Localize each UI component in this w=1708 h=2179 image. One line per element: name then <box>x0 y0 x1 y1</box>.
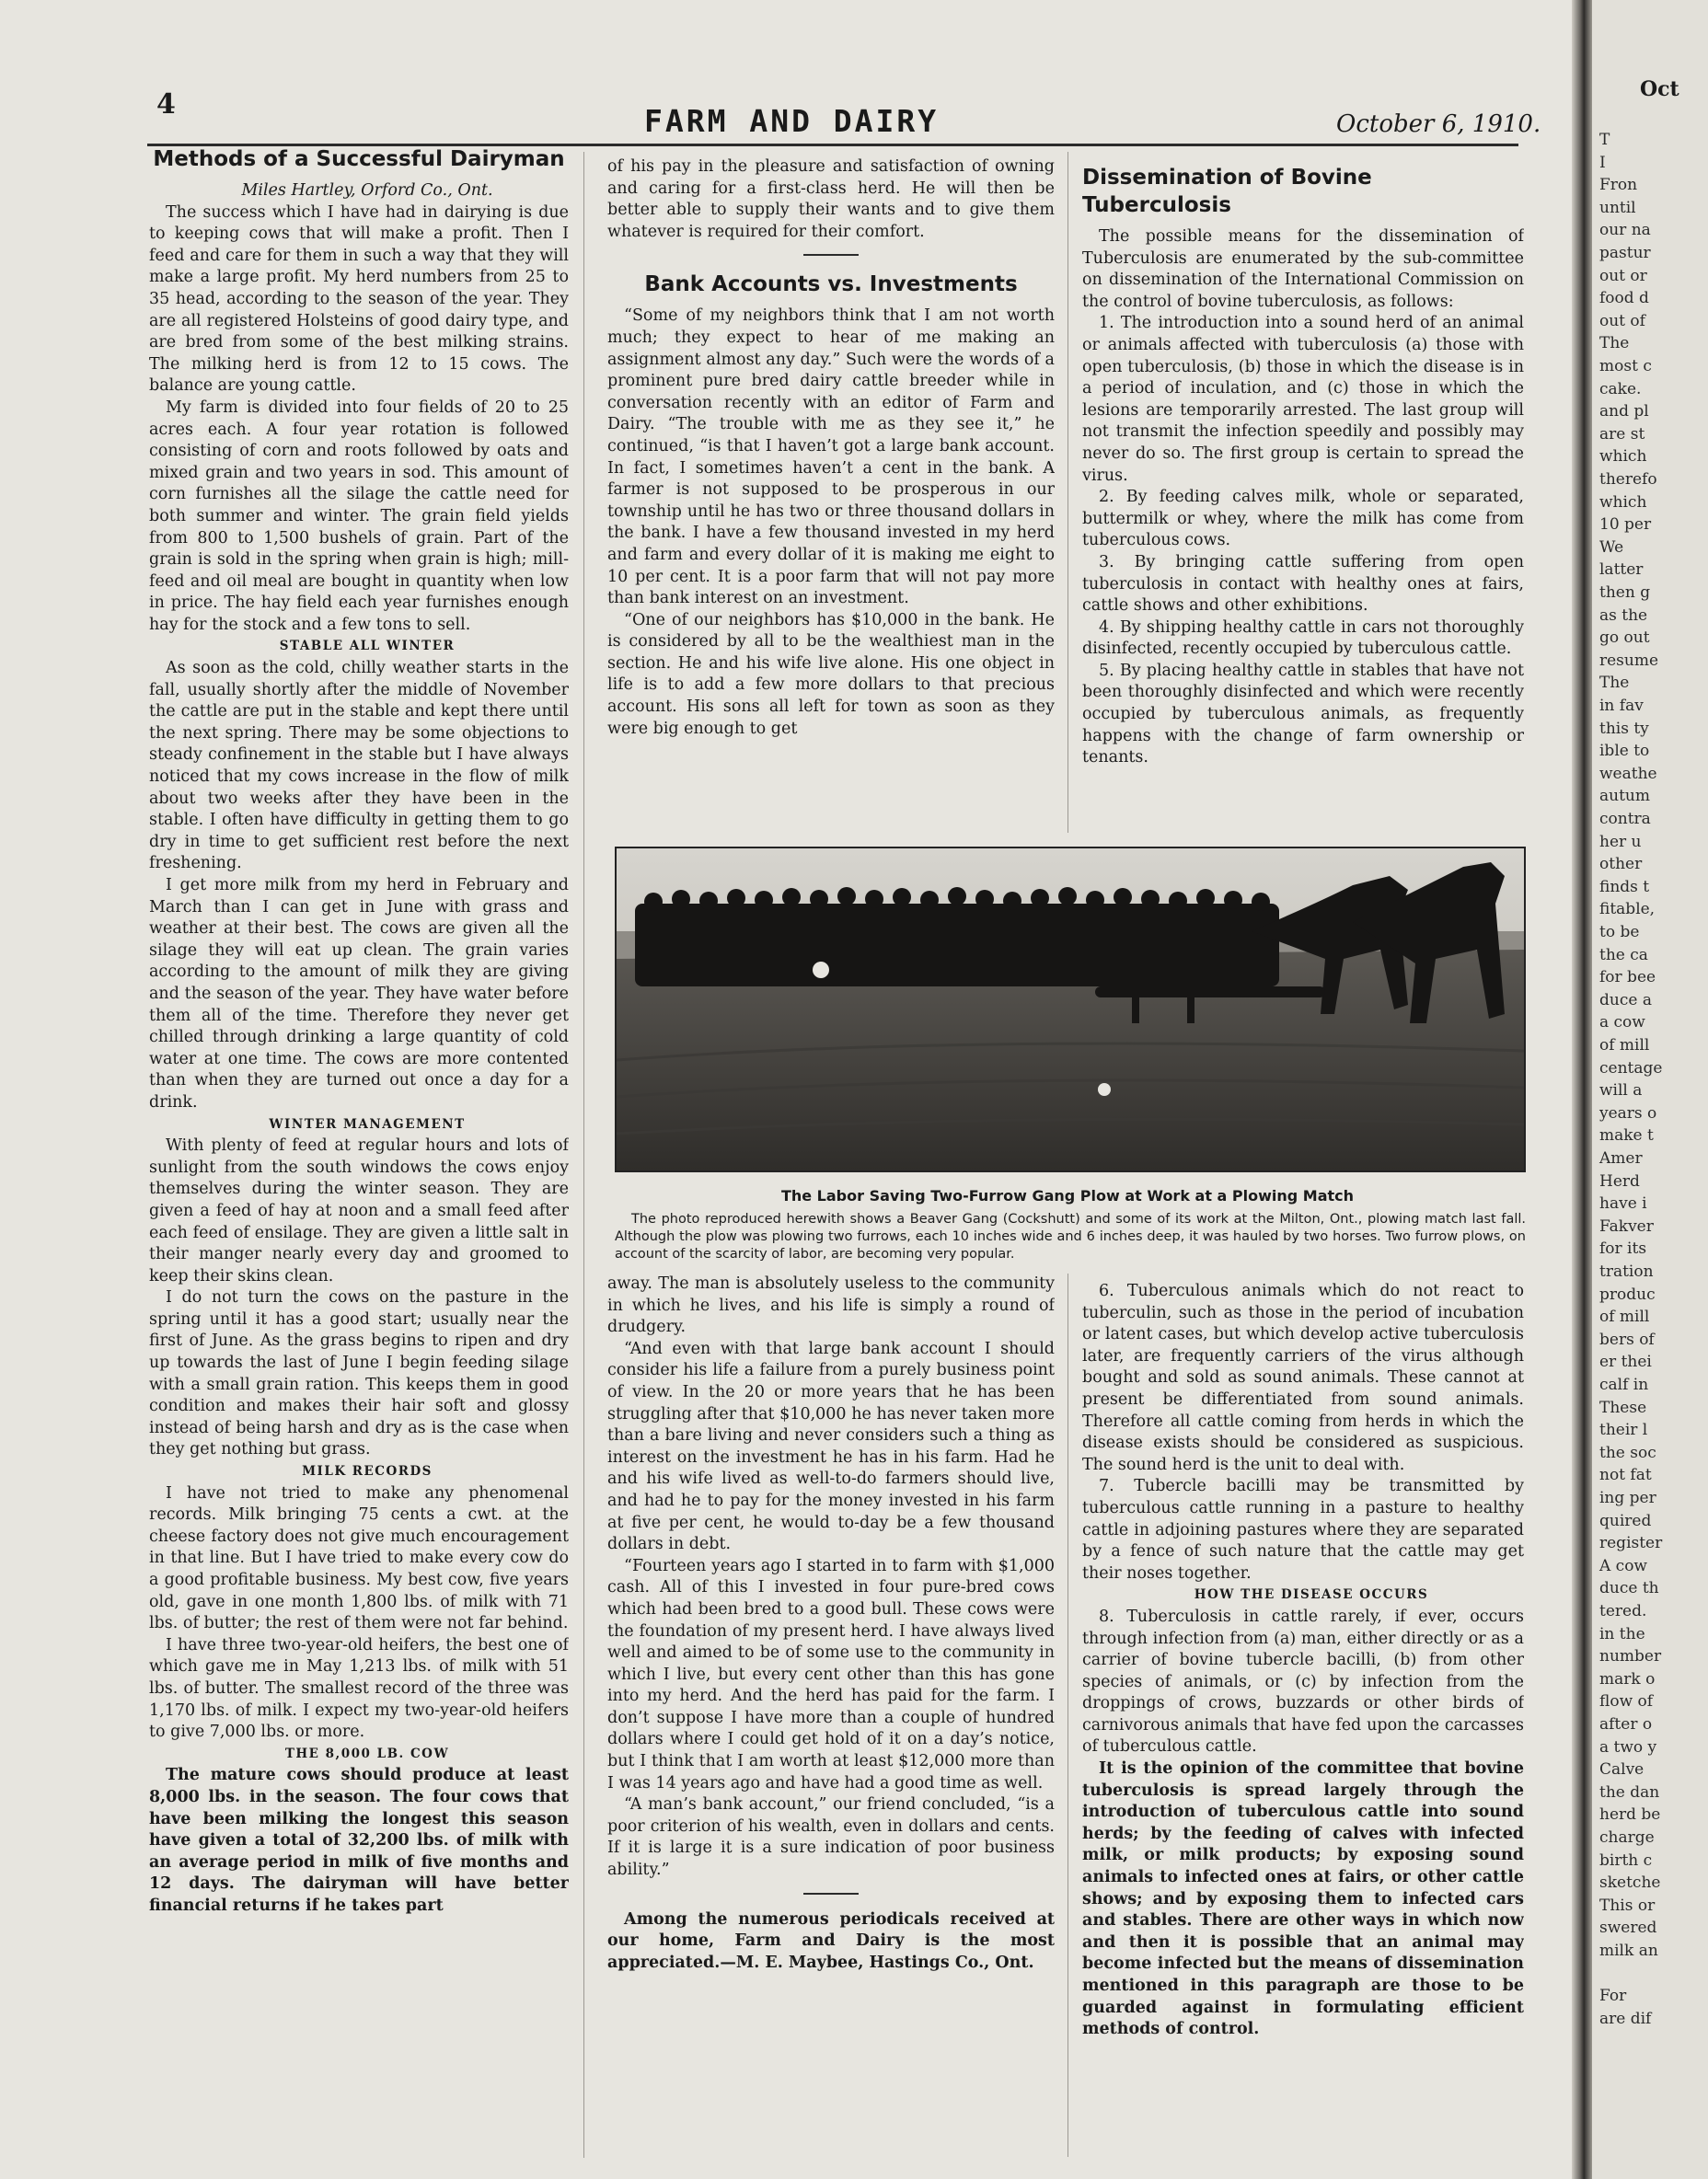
adjacent-page-line: then g <box>1599 583 1651 602</box>
adjacent-page-line: register <box>1599 1534 1663 1553</box>
adjacent-page-line: tration <box>1599 1262 1654 1281</box>
paragraph: I do not turn the cows on the pasture in the spring until it has a good start; usually near the first of June. As the grass begins to ripen and dry up towards the last of June I begin feeding silage with a small grain ration. This keeps them in good condition and makes their hair soft and glossy instead of being harsh and dry as is the case when they get nothing but grass. <box>149 1288 569 1459</box>
paragraph: The success which I have had in dairying is due to keeping cows that will make a profit. Then I feed and care for them in such a way that they will make a large profit. My herd numbers from 25 to 35 head, according to the season of the year. They are all registered Holsteins of good dairy type, and are bred from some of the best milking strains. The milking herd is from 12 to 15 cows. The balance are young cattle. <box>149 202 569 396</box>
adjacent-page-line: of mill <box>1599 1308 1650 1327</box>
adjacent-page-line: to be <box>1599 923 1640 941</box>
adjacent-page-line: out or <box>1599 266 1647 285</box>
adjacent-page-line: which <box>1599 447 1647 467</box>
adjacent-page-line: We <box>1599 537 1624 557</box>
adjacent-page-line: calf in <box>1599 1376 1649 1394</box>
column-1 <box>149 145 569 2161</box>
adjacent-page-line: in the <box>1599 1624 1645 1643</box>
paragraph: My farm is divided into four fields of 20 to 25 acres each. A four year rotation is followed consisting of corn and roots followed by oats and mixed grain and two years in sod. This amount of corn furnishes all the silage the cattle need for both summer and winter. The grain field yields from 800 to 1,500 bushels of grain. Part of the grain is sold in the spring when grain is high; mill-feed and oil meal are bought in quantity when low in price. The hay field each year furnishes enough hay for the stock and a few tons to sell. <box>149 398 569 634</box>
adjacent-page-line: and pl <box>1599 402 1649 421</box>
adjacent-page-line: Calve <box>1599 1760 1645 1780</box>
adjacent-page-line: not fat <box>1599 1466 1652 1485</box>
adjacent-page-line: For <box>1599 1987 1627 2006</box>
paragraph: I have not tried to make any phenomenal records. Milk bringing 75 cents a cwt. at the cheese factory does not give much encouragement in that line. But I have tried to make every cow do a good profitable business. My best cow, five years old, gave in one month 1,800 lbs. of milk with 71 lbs. of butter; the rest of them were not far behind. <box>149 1483 569 1633</box>
column-divider <box>583 152 584 2158</box>
adjacent-page-line: cake. <box>1599 379 1642 398</box>
column-3-top <box>1082 164 1524 836</box>
adjacent-page-line: pastur <box>1599 244 1651 262</box>
adjacent-page-line: contra <box>1599 810 1651 828</box>
adjacent-page-line: the ca <box>1599 945 1648 964</box>
paragraph: “Fourteen years ago I started in to farm with $1,000 cash. All of this I invested in four pure-bred cows which had been bred to a good bull. These cows were the foundation of my present herd. I have always lived well and aimed to be of some use to the community in which I live, but every cent other than this has gone into my herd. And the herd has paid for the farm. I don’t suppose I have more than a couple of hundred dollars where I could get hold of it on a day’s notice, but I think that I am worth at least $12,000 more than I was 14 years ago and have had a good time as well. <box>607 1556 1055 1793</box>
adjacent-page-line: A cow <box>1599 1556 1647 1575</box>
article-title: Bank Accounts vs. Investments <box>644 272 1018 297</box>
adjacent-page-line: have i <box>1599 1194 1647 1214</box>
article-title: Methods of a Successful Dairyman <box>153 147 565 171</box>
adjacent-page-line: are st <box>1599 424 1645 444</box>
adjacent-page-line: charge <box>1599 1828 1655 1847</box>
paragraph: of his pay in the pleasure and satisfaction of owning and caring for a first-class herd. He will then be better able to supply their wants and to give them whatever is required for their comfort. <box>607 157 1055 241</box>
adjacent-page-line: This or <box>1599 1896 1656 1915</box>
paragraph: “And even with that large bank account I should consider his life a failure from a purely business point of view. In the 20 or more years that he has been struggling after that $10,000 he has never taken more than a bare living and never considers such a thing as interest on the investment he has in his farm. Had he and his wife lived as well-to-do farmers should live, and had he to pay for the money invested in his farm at five per cent, he would to-day be a few thousand dollars in debt. <box>607 1339 1055 1554</box>
photo-caption-text: The photo reproduced herewith shows a Beaver Gang (Cockshutt) and some of its work at the Milton, Ont., plowing match last fall. Although the plow was plowing two furrows, each 10 inches wide and 6 inches deep, it was hauled by two horses. Two furrow plows, on account of the scarcity of labor, are becoming very popular. <box>615 1212 1526 1262</box>
adjacent-page-line: centage <box>1599 1058 1663 1078</box>
adjacent-page-header: Oct <box>1640 77 1679 101</box>
paragraph: It is the opinion of the committee that bovine tuberculosis is spread largely through the introduction of tuberculous cattle into sound herds; by the feeding of calves with infected milk, or milk products; by exposing sound animals to infected ones at fairs, or other cattle shows; and by exposing them to infected cars and stables. There are other ways in which now and then it is possible that an animal may become infected but the means of dissemination mentioned in this paragraph are those to be guarded against in formulating efficient methods of control. <box>1082 1759 1524 2039</box>
adjacent-page-line: tered. <box>1599 1602 1647 1620</box>
adjacent-page-line: T <box>1599 131 1610 149</box>
adjacent-page-line: milk an <box>1599 1942 1658 1960</box>
adjacent-page-line: fitable, <box>1599 900 1656 919</box>
adjacent-page-line: Herd <box>1599 1171 1640 1191</box>
page-number: 4 <box>156 88 176 121</box>
adjacent-page-line: go out <box>1599 628 1650 648</box>
adjacent-page-line: are dif <box>1599 2009 1652 2028</box>
adjacent-page-line: herd be <box>1599 1805 1661 1825</box>
adjacent-page-line: out of <box>1599 311 1645 330</box>
byline: Miles Hartley, Orford Co., Ont. <box>241 181 493 200</box>
adjacent-page-line: our na <box>1599 221 1651 240</box>
adjacent-page-line: will a <box>1599 1081 1643 1101</box>
paragraph: 4. By shipping healthy cattle in cars not thoroughly disinfected, recently occupied by tuberculous cattle. <box>1082 617 1524 659</box>
subheading: MILK RECORDS <box>302 1464 433 1480</box>
adjacent-page-line: autum <box>1599 787 1650 806</box>
adjacent-page-line: of mill <box>1599 1036 1650 1055</box>
paragraph: 1. The introduction into a sound herd of an animal or animals affected with tuberculosis (a) those with open tuberculosis, (b) those in which the disease is in a period of inculation, and (c) those in which the lesions are temporarily arrested. The last group will not transmit the infection speedily and possibly may never do so. The first group is certain to spread the virus. <box>1082 314 1524 485</box>
adjacent-page-line: quired <box>1599 1511 1652 1530</box>
adjacent-page-line: duce th <box>1599 1579 1659 1598</box>
section-rule <box>803 1893 859 1895</box>
adjacent-page-line: until <box>1599 198 1636 217</box>
adjacent-page-line: which <box>1599 492 1647 512</box>
adjacent-page-line: swered <box>1599 1919 1657 1938</box>
closing-note: Among the numerous periodicals received at our home, Farm and Dairy is the most appreciated.—M. E. Maybee, Hastings Co., Ont. <box>607 1909 1055 1972</box>
page-gutter <box>1572 0 1592 2179</box>
adjacent-page-line: the dan <box>1599 1782 1660 1802</box>
adjacent-page-line: resume <box>1599 651 1659 670</box>
adjacent-page-line: sketche <box>1599 1873 1661 1893</box>
column-2-top <box>607 156 1055 836</box>
paragraph: The mature cows should produce at least 8,000 lbs. in the season. The four cows that have been milking the longest this season have given a total of 32,200 lbs. of milk with an average period in milk of five months and 12 days. The dairyman will have better financial returns if he takes part <box>149 1766 569 1915</box>
column-3-bottom <box>1082 1281 1524 2160</box>
masthead: FARM AND DAIRY <box>644 103 940 139</box>
adjacent-page-line: er thei <box>1599 1353 1652 1372</box>
subheading: THE 8,000 LB. COW <box>284 1746 450 1761</box>
adjacent-page-line: The <box>1599 334 1630 353</box>
adjacent-page-line: These <box>1599 1398 1647 1417</box>
adjacent-page-line: mark o <box>1599 1669 1656 1689</box>
paragraph: I get more milk from my herd in February and March than I can get in June with grass and weather at their best. The cows are given all the silage they will eat up clean. The grain varies according to the amount of milk they are giving and the season of the year. They have water before them all of the time. Therefore they never get chilled through drinking a large quantity of cold water at one time. The cows are more contented than when they are turned out once a day for a drink. <box>149 876 569 1112</box>
paragraph: 6. Tuberculous animals which do not react to tuberculin, such as those in the period of incubation or latent cases, but which develop active tuberculosis later, are frequently carriers of the virus although bought and sold as sound animals. These cannot at present be differentiated from sound animals. Therefore all cattle coming from herds in which the disease exists should be considered as suspicious. The sound herd is the unit to deal with. <box>1082 1282 1524 1474</box>
adjacent-page-line: The <box>1599 674 1630 693</box>
article-title: Dissemination of Bovine Tuberculosis <box>1082 166 1372 217</box>
adjacent-page-line: the soc <box>1599 1443 1656 1462</box>
paragraph: With plenty of feed at regular hours and lots of sunlight from the south windows the cows enjoy themselves during the winter season. They are given a feed of hay at noon and a small feed after each feed of ensilage. They are given a little salt in their manger nearly every day and groomed to keep their skins clean. <box>149 1136 569 1285</box>
adjacent-page-line: ing per <box>1599 1489 1656 1507</box>
paragraph: 8. Tuberculosis in cattle rarely, if ever, occurs through infection from (a) man, either directly or as a carrier of bovine tubercle bacilli, (b) from other species of animals, or (c) by infection from the droppings of crows, buzzards or other birds of carnivorous animals that have fed upon the carcasses of tuberculous cattle. <box>1082 1607 1524 1757</box>
adjacent-page-line: a cow <box>1599 1013 1645 1032</box>
adjacent-page-edge <box>1592 0 1708 2179</box>
adjacent-page-line: Fakver <box>1599 1216 1654 1236</box>
photo-caption-title: The Labor Saving Two-Furrow Gang Plow at Work at a Plowing Match <box>780 1187 1355 1205</box>
paragraph: “One of our neighbors has $10,000 in the bank. He is considered by all to be the wealthiest man in the section. He and his wife live alone. His one object in life is to add a few more dollars to that precious account. His sons all left for town as soon as they were big enough to get <box>607 610 1055 738</box>
adjacent-page-line: years o <box>1599 1103 1657 1123</box>
adjacent-page-line: food d <box>1599 289 1649 308</box>
subheading: HOW THE DISEASE OCCURS <box>1194 1587 1429 1603</box>
adjacent-page-line: as the <box>1599 605 1648 625</box>
adjacent-page-line: make t <box>1599 1126 1654 1146</box>
adjacent-page-line: bers of <box>1599 1330 1655 1349</box>
adjacent-page-line: other <box>1599 855 1643 874</box>
adjacent-page-line: flow of <box>1599 1692 1654 1712</box>
subheading: WINTER MANAGEMENT <box>269 1116 466 1132</box>
adjacent-page-line: latter <box>1599 560 1644 580</box>
adjacent-page-line: this ty <box>1599 719 1649 738</box>
adjacent-page-line: Fron <box>1599 176 1638 195</box>
subheading: STABLE ALL WINTER <box>279 639 456 654</box>
paragraph: “A man’s bank account,” our friend concluded, “is a poor criterion of his wealth, even in dollars and cents. If it is large it is a sure indication of poor business ability.” <box>607 1795 1055 1880</box>
section-rule <box>803 254 859 256</box>
adjacent-page-line: birth c <box>1599 1850 1653 1870</box>
paragraph: “Some of my neighbors think that I am not worth much; they expect to hear of me making an assignment almost any day.” Such were the words of a prominent pure bred dairy cattle breeder while in conversation recently with an editor of Farm and Dairy. “The trouble with me as they see it,” he continued, “is that I haven’t got a large bank account. In fact, I sometimes haven’t a cent in the bank. A farmer is not supposed to be prosperous in our township until he has two or three thousand dollars in the bank. I have a few thousand invested in my herd and farm and every dollar of it is making me eight to 10 per cent. It is a poor farm that will not pay more than bank interest on an investment. <box>607 306 1055 608</box>
adjacent-page-line: after o <box>1599 1715 1653 1734</box>
adjacent-page-line: for bee <box>1599 968 1656 987</box>
adjacent-page-line: I <box>1599 153 1606 172</box>
paragraph: 5. By placing healthy cattle in stables that have not been thoroughly disinfected and which were recently occupied by tuberculous animals, as frequently happens with the change of farm ownership or tenants. <box>1082 661 1524 767</box>
paragraph: I have three two-year-old heifers, the best one of which gave me in May 1,213 lbs. of milk with 51 lbs. of butter. The smallest record of the three was 1,170 lbs. of milk. I expect my two-year-old heifers to give 7,000 lbs. or more. <box>149 1635 569 1742</box>
adjacent-page-line: finds t <box>1599 877 1650 896</box>
column-2-bottom <box>607 1274 1055 2157</box>
adjacent-page-line: in fav <box>1599 697 1644 715</box>
adjacent-page-line: their l <box>1599 1421 1648 1440</box>
adjacent-page-line: ible to <box>1599 742 1650 761</box>
adjacent-page-line: duce a <box>1599 990 1652 1009</box>
issue-date: October 6, 1910. <box>1336 110 1541 138</box>
adjacent-page-line: therefo <box>1599 470 1657 489</box>
paragraph: 2. By feeding calves milk, whole or separated, buttermilk or whey, where the milk has come from tuberculous cows. <box>1082 488 1524 550</box>
adjacent-page-line: for its <box>1599 1239 1647 1259</box>
adjacent-page-line: most c <box>1599 357 1652 375</box>
adjacent-page-line: Amer <box>1599 1149 1643 1168</box>
paragraph: The possible means for the dissemination of Tuberculosis are enumerated by the sub-committee on dissemination of the International Commission on the control of bovine tuberculosis, as follows: <box>1082 227 1524 311</box>
plowing-match-photo <box>615 847 1526 1172</box>
adjacent-page-line: number <box>1599 1647 1662 1666</box>
paragraph: away. The man is absolutely useless to the community in which he lives, and his life is simply a round of drudgery. <box>607 1274 1055 1337</box>
adjacent-page-line: 10 per <box>1599 515 1652 535</box>
paragraph: 7. Tubercle bacilli may be transmitted by tuberculous cattle running in a pasture to healthy cattle in adjoining pastures where they are separated by a fence of such nature that the cattle may get their noses together. <box>1082 1477 1524 1583</box>
paragraph: As soon as the cold, chilly weather starts in the fall, usually shortly after the middle of November the cattle are put in the stable and kept there until the next spring. There may be some objections to steady confinement in the stable but I have always noticed that my cows increase in the flow of milk about two weeks after they have been in the stable. I often have difficulty in getting them to go dry in time to get sufficient rest before the next freshening. <box>149 659 569 873</box>
adjacent-page-line: her u <box>1599 832 1642 851</box>
adjacent-page-line: a two y <box>1599 1737 1657 1757</box>
adjacent-page-line: weathe <box>1599 764 1657 783</box>
paragraph: 3. By bringing cattle suffering from open tuberculosis in contact with healthy ones at fairs, cattle shows and other exhibitions. <box>1082 552 1524 616</box>
adjacent-page-line: produc <box>1599 1285 1656 1304</box>
